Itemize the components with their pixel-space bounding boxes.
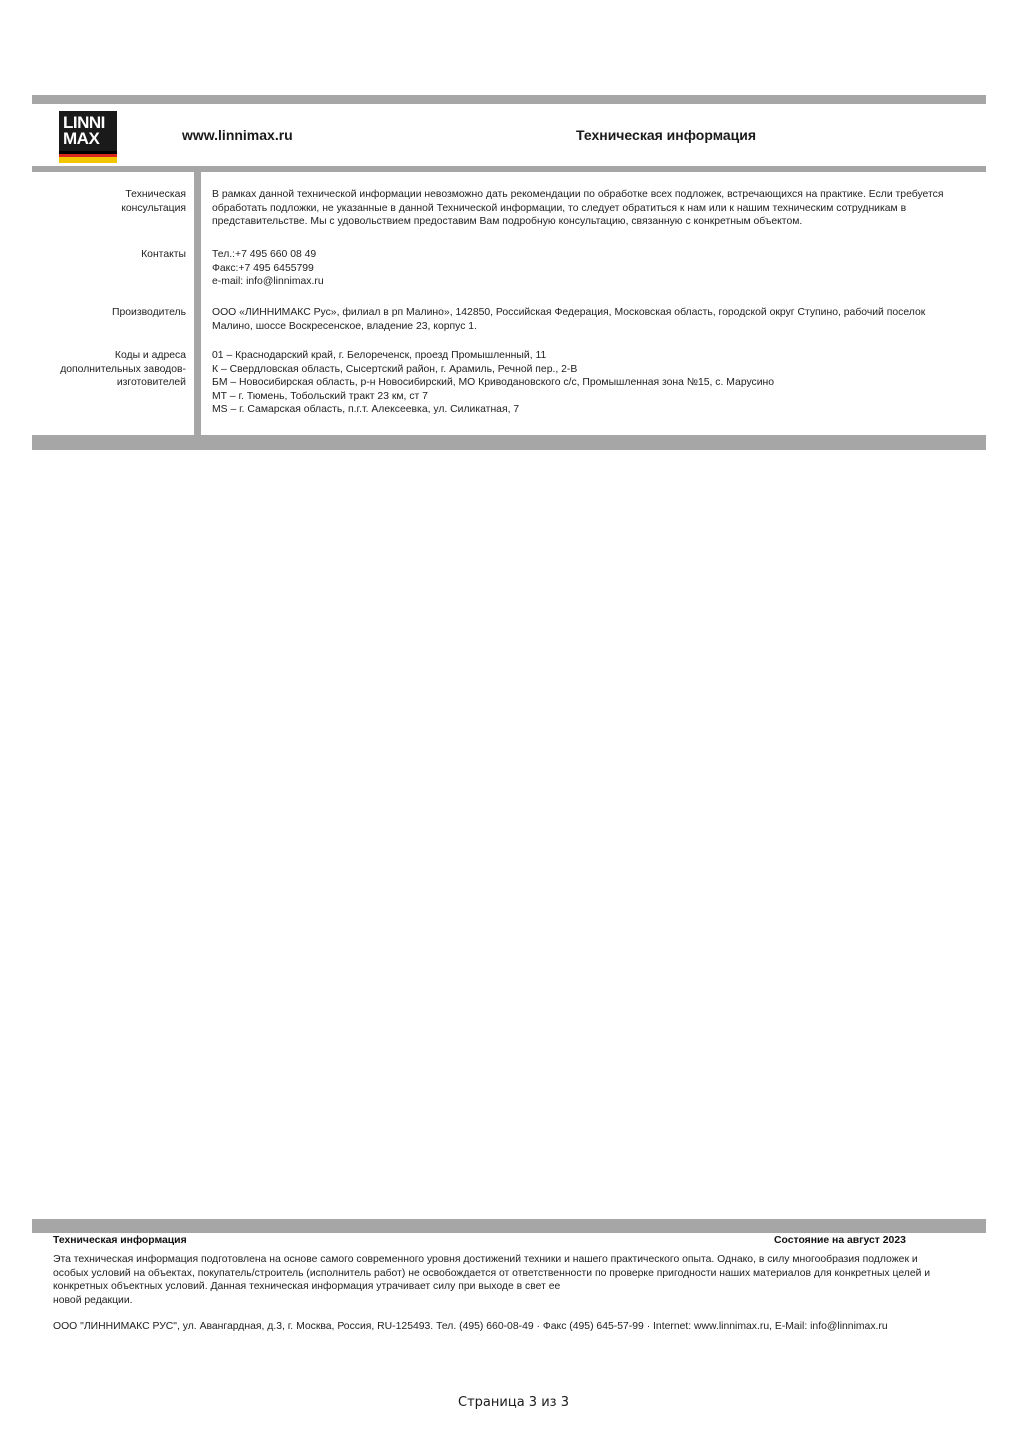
row-content-contacts [212,248,972,289]
row-content-line: ООО «ЛИННИМАКС Рус», филиал в рп Малино», 142850, Российская Федерация, Московская область, городской округ Ступино, рабочий поселок [212,307,926,318]
row-label-manufacturer [36,306,186,320]
page-title: Техническая информация [576,127,757,143]
table-bottom-bar [32,435,986,450]
row-label-consultation [36,188,186,215]
plant-code-line: 01 – Краснодарский край, г. Белореченск, проезд Промышленный, 11 [212,350,547,361]
logo-flag-stripe-gold [59,157,117,163]
column-divider [194,172,201,435]
row-label-line: Техническая [125,189,186,200]
linnimax-logo [59,111,117,163]
plant-code-line: MS – г. Самарская область, п.г.т. Алексеевка, ул. Силикатная, 7 [212,404,520,415]
site-url[interactable]: www.linnimax.ru [182,127,293,143]
footer-disclaimer-line: Эта техническая информация подготовлена на основе самого современного уровня достижений техники и нашего практического опыта. Однако, в силу многообразия подложек и [53,1254,918,1265]
row-label-line: дополнительных заводов- [60,363,186,375]
row-label-line: консультация [121,202,186,214]
row-label-contacts [36,248,186,262]
footer-disclaimer-line: конкретных объектных условий. Данная техническая информация утрачивает силу при выходе в свет ее [53,1281,561,1292]
plant-code-line: МТ – г. Тюмень, Тобольский тракт 23 км, ст 7 [212,390,428,402]
row-label-line: Контакты [141,249,186,260]
row-content-line: представительстве. Мы с удовольствием предоставим Вам подробную консультацию, связанную с конкретным объектом. [212,216,803,227]
footer-state-date: Состояние на август 2023 [774,1235,906,1246]
row-label-line: Коды и адреса [114,350,186,361]
contact-phone: Тел.:+7 495 660 08 49 [212,249,317,260]
plant-code-line: БМ – Новосибирская область, р-н Новосибирский, МО Криводановского с/с, Промышленная зона №15, с. Марусино [212,377,775,388]
contact-fax: Факс:+7 495 6455799 [212,262,314,274]
contact-email[interactable]: e-mail: info@linnimax.ru [212,276,324,287]
row-content-line: Малино, шоссе Воскресенское, владение 23, корпус 1. [212,320,477,332]
footer-top-bar [32,1219,986,1233]
row-content-line: обработать подложки, не указанные в данной Технической информации, то следует обратиться к нам или к нашим техническим сотрудникам в [212,202,907,214]
row-label-line: Производитель [112,307,186,318]
row-content-consultation [212,188,972,229]
row-content-line: В рамках данной технической информации невозможно дать рекомендации по обработке всех подложек, встречающихся на практике. Если требуется [212,189,944,200]
footer-disclaimer [53,1253,973,1307]
row-label-plant-codes [36,349,186,390]
plant-code-line: К – Свердловская область, Сысертский район, г. Арамиль, Речной пер., 2-В [212,363,578,375]
footer-company-info: ООО "ЛИННИМАКС РУС", ул. Авангардная, д.3, г. Москва, Россия, RU-125493. Тел. (495) 660-08-49 · Факс (495) 645-57-99 · Internet: www.linnimax.ru, E-Mail: info@linnimax.ru [53,1321,888,1332]
header-top-bar [32,95,986,104]
logo-text: LINNI MAX [63,113,105,148]
row-content-manufacturer [212,306,972,333]
page-number: Страница 3 из 3 [458,1395,569,1410]
row-label-line: изготовителей [116,377,186,388]
footer-disclaimer-line: новой редакции. [53,1294,133,1306]
footer-disclaimer-line: особых условий на объектах, покупатель/строитель (исполнитель работ) не освобождается от ответственности по проверке пригодности наших материалов для конкретных целей и [53,1267,931,1279]
footer-title: Техническая информация [53,1235,187,1246]
row-content-plant-codes [212,349,972,417]
header-bottom-bar [32,166,986,172]
